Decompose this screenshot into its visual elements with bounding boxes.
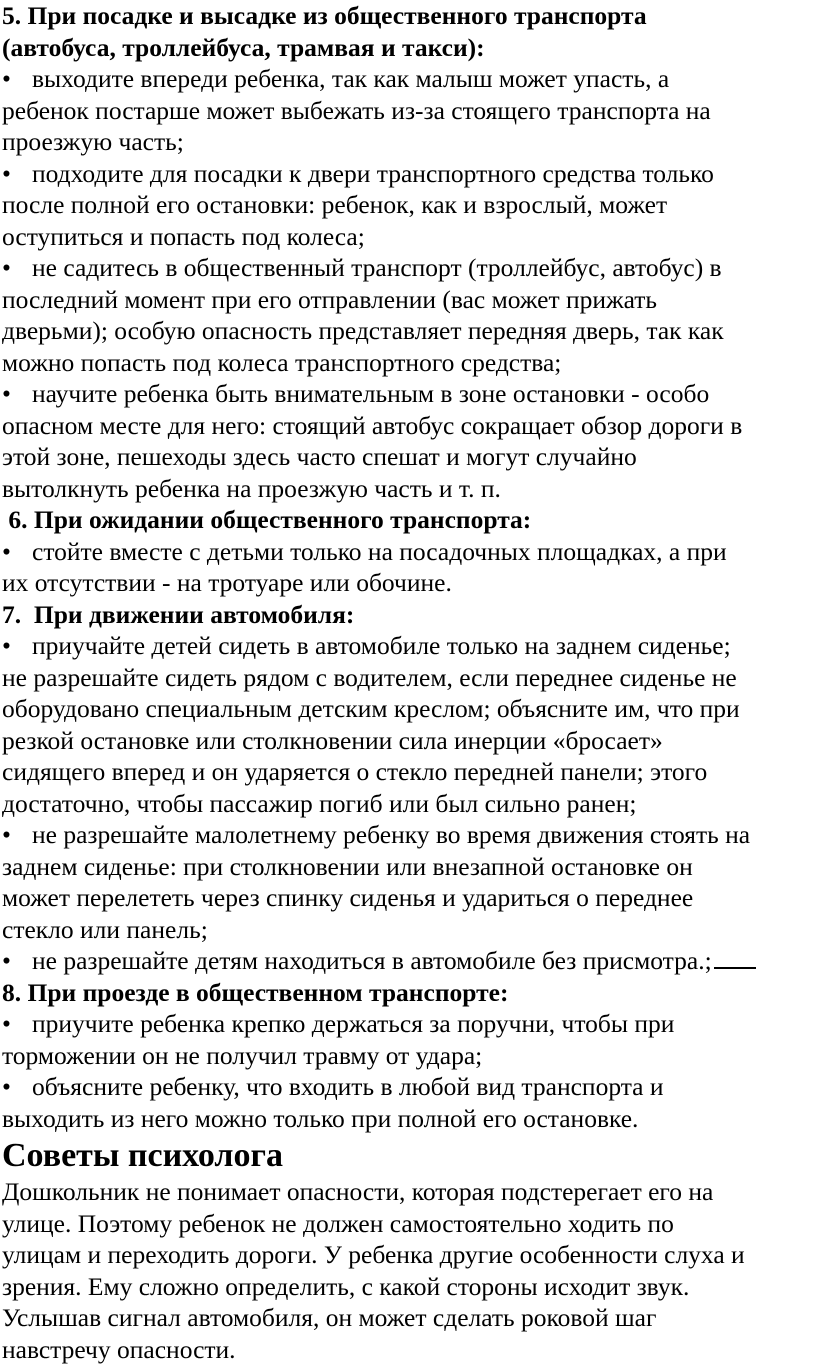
- bullet-icon: •: [2, 820, 11, 849]
- bullet-continuation: ребенок постарше может выбежать из-за стоящего транспорта на: [2, 95, 711, 125]
- bullet-icon: •: [2, 536, 11, 566]
- bullet-continuation: стекло или панель;: [2, 914, 208, 944]
- bullet-item: • не разрешайте малолетнему ребенку во время движения стоять на: [2, 820, 751, 849]
- bullet-continuation: резкой остановке или столкновении сила инерции «бросает»: [2, 725, 663, 755]
- bullet-continuation: их отсутствии - на тротуаре или обочине.: [2, 568, 452, 597]
- bullet-continuation: не разрешайте сидеть рядом с водителем, если переднее сиденье не: [2, 662, 737, 692]
- bullet-continuation: заднем сиденье: при столкновении или внезапной остановке он: [2, 851, 693, 881]
- paragraph-line: улице. Поэтому ребенок не должен самостоятельно ходить по: [2, 1208, 674, 1238]
- bullet-icon: •: [2, 946, 11, 975]
- bullet-continuation: выходить из него можно только при полной его остановке.: [2, 1103, 639, 1133]
- bullet-icon: •: [2, 379, 11, 408]
- bullet-icon: •: [2, 64, 11, 93]
- bullet-continuation: опасном месте для него: стоящий автобус сокращает обзор дороги в: [2, 410, 743, 440]
- bullet-item: • приучите ребенка крепко держаться за поручни, чтобы при: [2, 1009, 675, 1038]
- bullet-item: • подходите для посадки к двери транспортного средства только: [2, 158, 714, 188]
- bullet-item: • стойте вместе с детьми только на посадочных площадках, а при: [2, 536, 727, 566]
- bullet-icon: •: [2, 158, 11, 188]
- bullet-icon: •: [2, 631, 11, 660]
- paragraph-line: навстречу опасности.: [2, 1334, 236, 1364]
- bullet-icon: •: [2, 1072, 11, 1101]
- bullet-continuation: оборудовано специальным детским креслом; объясните им, что при: [2, 694, 740, 723]
- bullet-continuation: торможении он не получил травму от удара;: [2, 1040, 483, 1070]
- bullet-item: • выходите впереди ребенка, так как малыш может упасть, а: [2, 64, 670, 93]
- bullet-item: • объясните ребенку, что входить в любой вид транспорта и: [2, 1072, 664, 1101]
- bullet-continuation: сидящего вперед и он ударяется о стекло передней панели; этого: [2, 757, 708, 786]
- bullet-icon: •: [2, 253, 11, 282]
- psychologist-heading: Советы психолога: [2, 1137, 283, 1174]
- bullet-continuation: этой зоне, пешеходы здесь часто спешат и могут случайно: [2, 442, 637, 471]
- bullet-item: • приучайте детей сидеть в автомобиле только на заднем сиденье;: [2, 631, 731, 660]
- bullet-item: • не садитесь в общественный транспорт (троллейбус, автобус) в: [2, 253, 722, 282]
- bullet-item: • не разрешайте детям находиться в автомобиле без присмотра.;: [2, 945, 816, 977]
- bullet-continuation: последний момент при его отправлении (вас может прижать: [2, 284, 658, 314]
- bullet-continuation: достаточно, чтобы пассажир погиб или был сильно ранен;: [2, 788, 637, 818]
- section-5-title-line-2: (автобуса, троллейбуса, трамвая и такси):: [2, 32, 485, 62]
- bullet-icon: •: [2, 1009, 11, 1038]
- bullet-continuation: можно попасть под колеса транспортного средства;: [2, 347, 562, 377]
- underline-blank: [714, 945, 756, 969]
- bullet-continuation: вытолкнуть ребенка на проезжую часть и т. п.: [2, 473, 501, 503]
- paragraph-line: зрения. Ему сложно определить, с какой стороны исходит звук.: [2, 1271, 690, 1301]
- section-5-title-line-1: 5. При посадке и высадке из общественного транспорта: [2, 1, 647, 30]
- bullet-continuation: дверьми); особую опасность представляет передняя дверь, так как: [2, 316, 724, 345]
- bullet-item: • научите ребенка быть внимательным в зоне остановки - особо: [2, 379, 710, 408]
- paragraph-line: улицам и переходить дороги. У ребенка другие особенности слуха и: [2, 1240, 745, 1269]
- section-6-title: 6. При ожидании общественного транспорта:: [2, 505, 532, 534]
- section-8-title: 8. При проезде в общественном транспорте:: [2, 977, 509, 1007]
- bullet-continuation: после полной его остановки: ребенок, как и взрослый, может: [2, 190, 668, 219]
- bullet-continuation: может перелететь через спинку сиденья и удариться о переднее: [2, 883, 694, 912]
- section-7-title: 7. При движении автомобиля:: [2, 599, 355, 629]
- paragraph-line: Дошкольник не понимает опасности, которая подстерегает его на: [2, 1177, 714, 1206]
- bullet-continuation: оступиться и попасть под колеса;: [2, 221, 365, 251]
- bullet-continuation: проезжую часть;: [2, 127, 184, 156]
- paragraph-line: Услышав сигнал автомобиля, он может сделать роковой шаг: [2, 1303, 657, 1332]
